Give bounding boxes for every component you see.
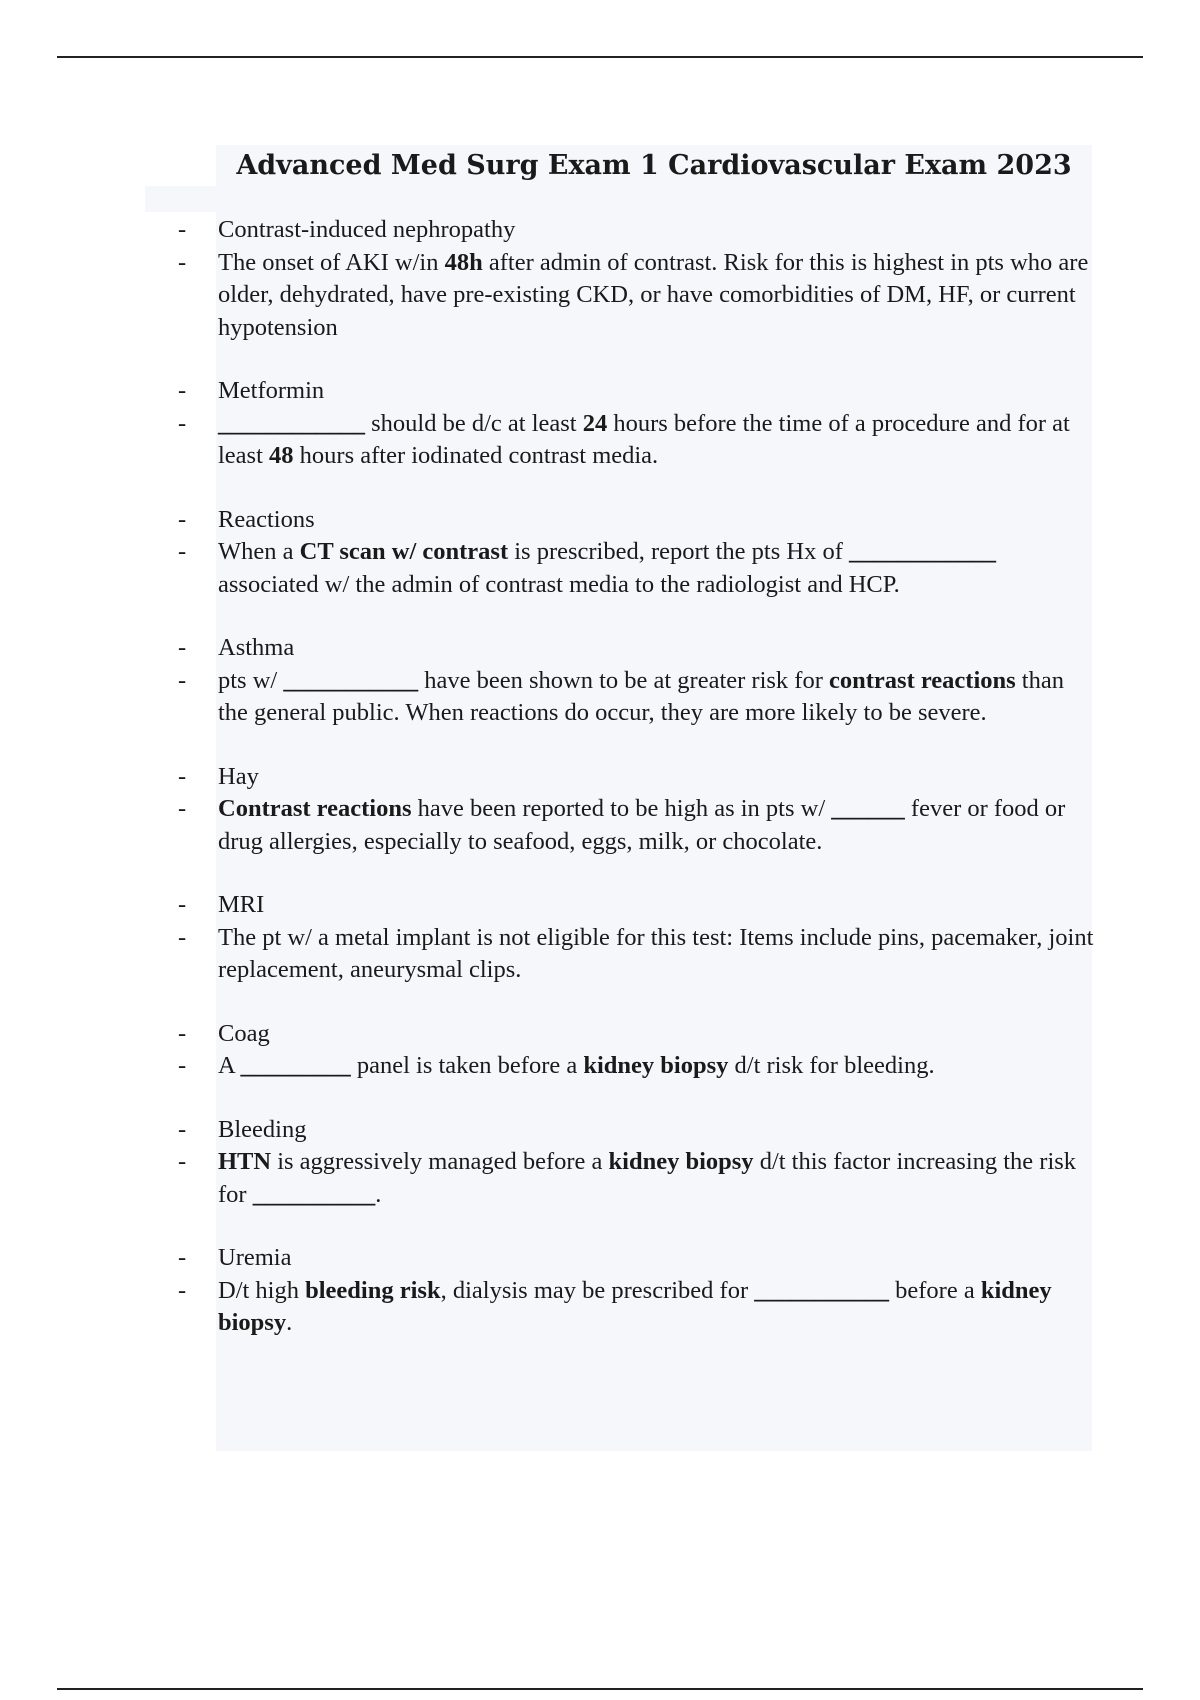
definition-bold: CT scan w/ contrast [299,538,509,565]
definition-bold: HTN [218,1148,272,1175]
bullet-dash: - [178,762,187,790]
bullet-dash: - [178,409,187,437]
card-term [178,889,1098,922]
card-term [178,761,1098,794]
definition-bold: 48h [444,248,483,276]
bullet-dash: - [178,1052,187,1079]
flashcard-list [178,214,1098,1371]
term-text: Metformin [218,377,325,404]
card-term [178,1018,1098,1051]
definition-text: is prescribed, report the pts Hx of [508,538,849,565]
definition-text: , dialysis may be prescribed for [440,1276,755,1304]
answer-blank: _________ [240,1052,351,1079]
definition-text: fever or food or drug allergies, especially to seafood, eggs, milk, or chocolate. [218,795,1066,855]
definition-bold: contrast reactions [829,666,1016,694]
definition-text: D/t high [218,1276,306,1304]
card-term [178,375,1098,408]
definition-text: hours after iodinated contrast media. [293,442,659,469]
card-definition [178,1050,1098,1083]
term-text: Contrast-induced nephropathy [218,216,516,243]
definition-text: is aggressively managed before a [271,1148,609,1175]
definition-bold: 48 [269,442,294,469]
definition-text: hours before the time of a procedure and for at least [218,409,1070,469]
answer-blank: ___________ [754,1276,889,1304]
bullet-dash: - [178,1019,187,1047]
definition-text: pts w/ [218,666,284,694]
flashcard-hay [178,761,1098,859]
card-term [178,214,1098,247]
bullet-dash: - [178,377,187,404]
bullet-dash: - [178,634,187,661]
term-text: Coag [218,1019,270,1047]
flashcard-uremia [178,1242,1098,1340]
definition-text: d/t this factor increasing the risk for [218,1148,1077,1208]
term-text: Asthma [218,634,295,661]
bullet-dash: - [178,1115,187,1143]
definition-text: after admin of contrast. Risk for this is highest in pts who are older, dehydrated, have pre-existing CKD, or have comorbidities of DM, HF, or current hypotension [218,248,1089,341]
definition-text: . [286,1309,293,1336]
definition-text: A [218,1052,241,1079]
definition-text: When a [218,538,300,565]
definition-text: The onset of AKI w/in [218,248,445,276]
card-term [178,504,1098,537]
definition-text: The pt w/ a metal implant is not eligible for this test: Items include pins, pacemaker, joint replacement, aneurysmal clips. [218,923,1094,983]
card-term [178,1242,1098,1275]
answer-blank: ____________ [218,409,365,437]
bullet-dash: - [178,1244,187,1271]
bullet-dash: - [178,538,187,565]
bullet-dash: - [178,505,187,533]
definition-bold: 24 [582,409,608,437]
answer-blank: __________ [252,1180,376,1208]
definition-bold: Contrast reactions [218,795,412,822]
bullet-dash: - [178,923,187,951]
bullet-dash: - [178,248,187,276]
flashcard-contrast-nephropathy [178,214,1098,344]
bullet-dash: - [178,891,187,918]
bullet-dash: - [178,1148,187,1175]
card-term [178,632,1098,665]
term-text: Hay [218,762,259,790]
definition-text: panel is taken before a [350,1052,584,1079]
card-definition [178,922,1098,987]
flashcard-reactions [178,504,1098,602]
answer-blank: ___________ [283,666,419,694]
term-text: Bleeding [218,1115,307,1143]
definition-text: associated w/ the admin of contrast media to the radiologist and HCP. [218,570,900,598]
answer-blank: ______ [831,795,905,822]
bullet-dash: - [178,666,187,694]
definition-text: have been shown to be at greater risk for [418,666,829,694]
bullet-dash: - [178,795,187,822]
card-definition [178,793,1098,858]
definition-bold: bleeding risk [305,1276,441,1304]
card-definition [178,408,1098,473]
flashcard-mri [178,889,1098,987]
term-text: Reactions [218,505,315,533]
term-text: MRI [218,891,265,918]
term-text: Uremia [218,1244,292,1271]
card-definition [178,1275,1098,1340]
flashcard-bleeding [178,1114,1098,1212]
definition-text: before a [889,1276,981,1304]
card-definition [178,1146,1098,1211]
flashcard-metformin [178,375,1098,473]
definition-text: . [375,1180,382,1208]
page-top-rule [57,56,1143,58]
definition-text: than the general public. When reactions do occur, they are more likely to be severe. [218,666,1064,726]
bullet-dash: - [178,216,187,243]
definition-bold: kidney biopsy [608,1148,754,1175]
definition-text: should be d/c at least [365,409,583,437]
definition-text: have been reported to be high as in pts w/ [411,795,832,822]
definition-bold: kidney biopsy [218,1276,1052,1336]
page-shade-stub [145,186,220,212]
bullet-dash: - [178,1276,187,1304]
page-bottom-rule [57,1688,1143,1690]
flashcard-coag [178,1018,1098,1083]
card-definition [178,247,1098,345]
definition-bold: kidney biopsy [583,1052,729,1079]
answer-blank: ____________ [848,538,996,565]
flashcard-asthma [178,632,1098,730]
definition-text: d/t risk for bleeding. [728,1052,935,1079]
card-term [178,1114,1098,1147]
card-definition [178,536,1098,601]
document-title: Advanced Med Surg Exam 1 Cardiovascular Exam 2023 [236,150,1072,181]
card-definition [178,665,1098,730]
